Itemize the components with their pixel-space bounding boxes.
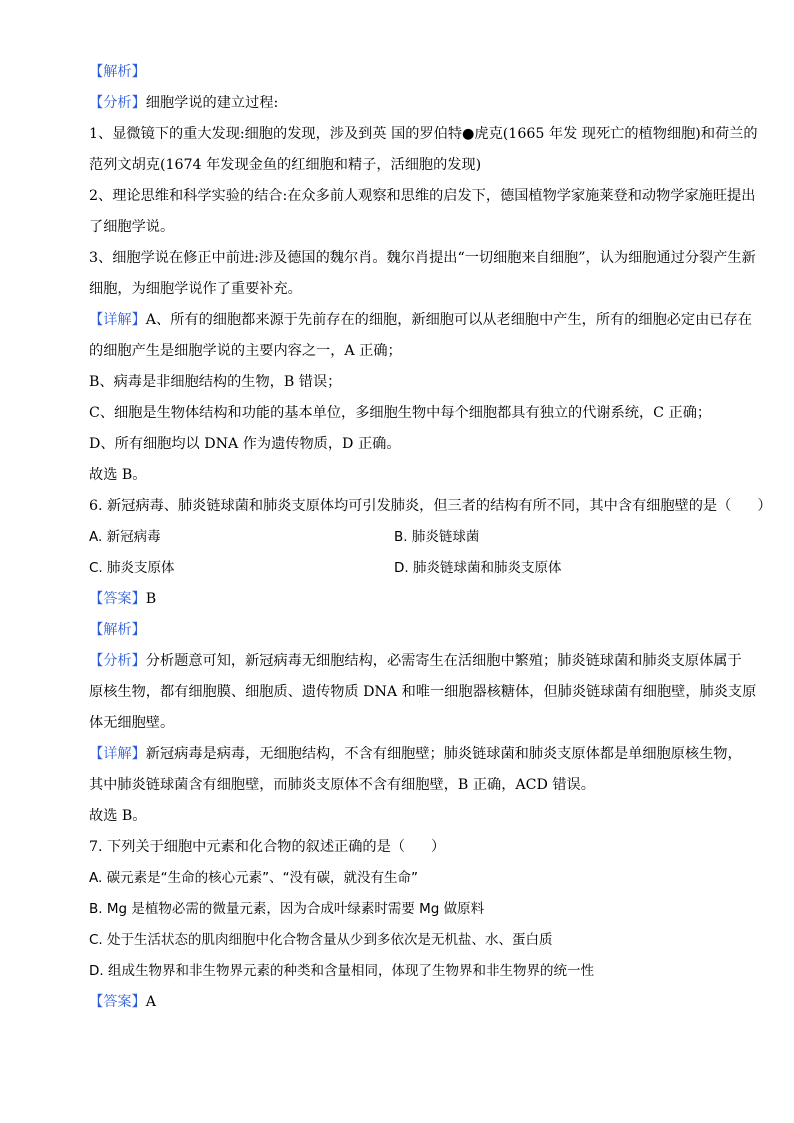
option-b: B. Mg 是植物必需的微量元素，因为合成叶绿素时需要 Mg 做原料 (89, 901, 485, 917)
option-a: A. 新冠病毒 (89, 529, 161, 545)
xiangjie-line (89, 744, 742, 764)
fenxi-tag: 【分析】 (89, 95, 146, 111)
paragraph-line: C、细胞是生物体结构和功能的基本单位，多细胞生物中每个细胞都具有独立的代谢系统，C 正确； (89, 405, 712, 421)
question-6-stem: 6. 新冠病毒、肺炎链球菌和肺炎支原体均可引发肺炎，但三者的结构有所不同，其中含有细胞壁的是（ ） (89, 498, 772, 514)
paragraph-line: 1、显微镜下的重大发现:细胞的发现，涉及到英 国的罗伯特●虎克(1665 年发 现死亡的植物细胞)和荷兰的 (89, 126, 758, 142)
paragraph-line: 范列文胡克(1674 年发现金鱼的红细胞和精子，活细胞的发现) (89, 157, 482, 173)
xiangjie-tag: 【详解】 (89, 312, 146, 328)
option-c: C. 处于生活状态的肌肉细胞中化合物含量从少到多依次是无机盐、水、蛋白质 (89, 932, 553, 948)
paragraph-line: D、所有细胞均以 DNA 作为遗传物质，D 正确。 (89, 436, 401, 452)
paragraph-line: 细胞，为细胞学说作了重要补充。 (89, 281, 302, 297)
answer-tag: 【答案】 (89, 994, 146, 1010)
xiangjie-line (89, 310, 752, 330)
fenxi-text: 细胞学说的建立过程: (145, 95, 279, 111)
fenxi-line (89, 651, 742, 671)
paragraph-line: 2、理论思维和科学实验的结合:在众多前人观察和思维的启发下，德国植物学家施莱登和动物学家施旺提出 (89, 188, 756, 204)
analysis-heading (89, 620, 709, 640)
option-d: D. 肺炎链球菌和肺炎支原体 (394, 560, 562, 576)
fenxi-tag: 【分析】 (89, 653, 146, 669)
answer-line (89, 992, 709, 1012)
xiangjie-text: 新冠病毒是病毒，无细胞结构，不含有细胞壁；肺炎链球菌和肺炎支原体都是单细胞原核生物， (145, 746, 742, 762)
answer-tag: 【答案】 (89, 591, 146, 607)
conclusion-line: 故选 B。 (89, 808, 147, 824)
xiangjie-tag: 【详解】 (89, 746, 146, 762)
analysis-tag: 【解析】 (89, 64, 146, 80)
question-6-options-row-2 (89, 558, 709, 578)
paragraph-line: 其中肺炎链球菌含有细胞壁，而肺炎支原体不含有细胞壁，B 正确，ACD 错误。 (89, 777, 595, 793)
paragraph-line: 体无细胞壁。 (89, 715, 175, 731)
paragraph-line: 的细胞产生是细胞学说的主要内容之一，A 正确； (89, 343, 402, 359)
answer-value: B (145, 591, 157, 607)
question-6-options-row-1 (89, 527, 709, 547)
answer-value: A (145, 994, 157, 1010)
question-7-stem: 7. 下列关于细胞中元素和化合物的叙述正确的是（ ） (89, 839, 446, 855)
conclusion-line: 故选 B。 (89, 467, 147, 483)
fenxi-text: 分析题意可知，新冠病毒无细胞结构，必需寄生在活细胞中繁殖；肺炎链球菌和肺炎支原体属于 (145, 653, 742, 669)
option-a: A. 碳元素是“生命的核心元素”、“没有碳，就没有生命” (89, 870, 419, 886)
paragraph-line: 3、细胞学说在修正中前进:涉及德国的魏尔肖。魏尔肖提出“一切细胞来自细胞”，认为细胞通过分裂产生新 (89, 250, 756, 266)
paragraph-line: 了细胞学说。 (89, 219, 175, 235)
analysis-tag: 【解析】 (89, 622, 146, 638)
document-page (89, 62, 772, 1023)
fenxi-line (89, 93, 709, 113)
analysis-heading (89, 62, 709, 82)
paragraph-line: 原核生物，都有细胞膜、细胞质、遗传物质 DNA 和唯一细胞器核糖体，但肺炎链球菌有细胞壁，肺炎支原 (89, 684, 757, 700)
xiangjie-text: A、所有的细胞都来源于先前存在的细胞，新细胞可以从老细胞中产生，所有的细胞必定由已存在 (145, 312, 752, 328)
option-c: C. 肺炎支原体 (89, 560, 175, 576)
option-b: B. 肺炎链球菌 (394, 529, 480, 545)
option-d: D. 组成生物界和非生物界元素的种类和含量相同，体现了生物界和非生物界的统一性 (89, 963, 594, 979)
paragraph-line: B、病毒是非细胞结构的生物，B 错误； (89, 374, 342, 390)
answer-line (89, 589, 709, 609)
